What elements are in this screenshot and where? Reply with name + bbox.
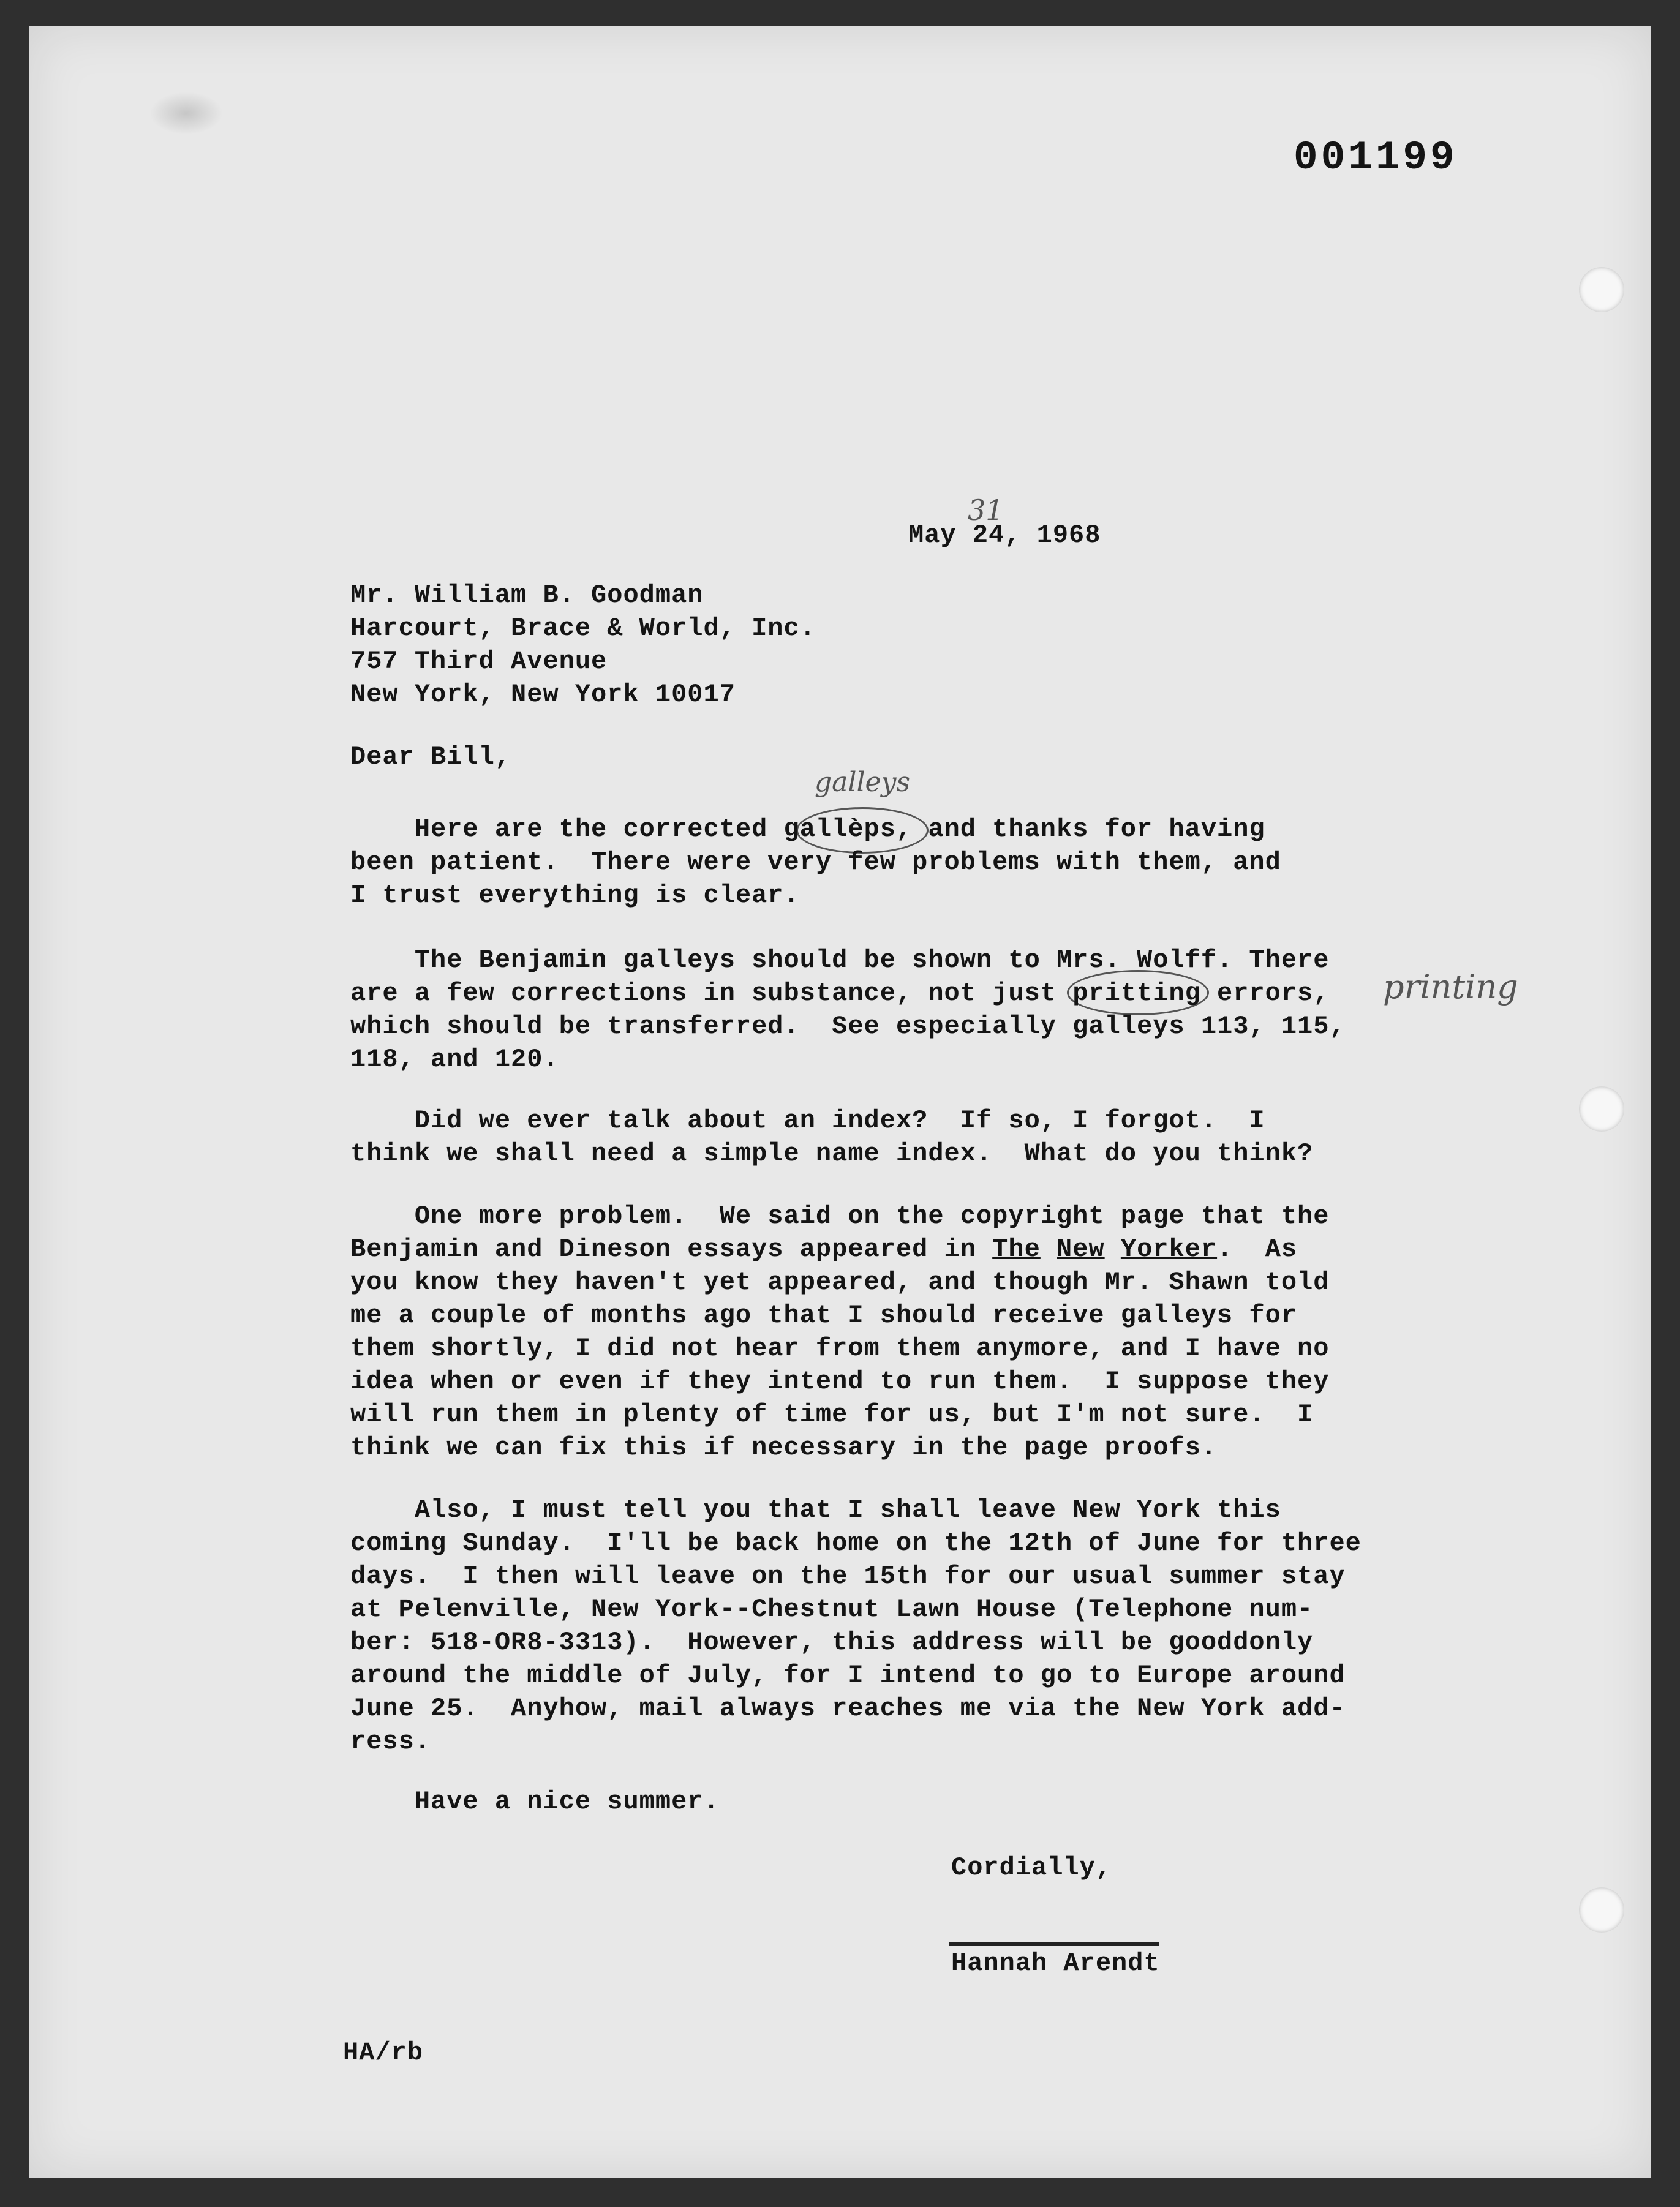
paragraph-line: think we shall need a simple name index. What do you think?: [350, 1139, 1314, 1168]
paragraph-line: The Benjamin galleys should be shown to Mrs. Wolff. There: [350, 946, 1330, 975]
letter-page: [29, 26, 1651, 2178]
punch-hole-bottom: [1579, 1887, 1624, 1933]
paragraph-line: days. I then will leave on the 15th for our usual summer stay: [350, 1562, 1346, 1591]
paragraph-line: June 25. Anyhow, mail always reaches me via the New York add-: [350, 1694, 1346, 1723]
paragraph-line: coming Sunday. I'll be back home on the 12th of June for three: [350, 1528, 1362, 1558]
punch-hole-middle: [1579, 1086, 1624, 1132]
paragraph-line: me a couple of months ago that I should receive galleys for: [350, 1301, 1298, 1330]
document-number: 001199: [1294, 135, 1458, 181]
paragraph-6: Have a nice summer.: [350, 1787, 720, 1816]
date-correction-note: 31: [968, 494, 1004, 527]
closing: Cordially,: [951, 1853, 1112, 1882]
paragraph-line: at Pelenville, New York--Chestnut Lawn House (Telephone num-: [350, 1595, 1314, 1624]
paragraph-line: I trust everything is clear.: [350, 881, 800, 910]
paragraph-line: you know they haven't yet appeared, and though Mr. Shawn told: [350, 1268, 1330, 1297]
recipient-line: Mr. William B. Goodman: [350, 581, 704, 610]
margin-note-printing: printing: [1383, 968, 1518, 1006]
recipient-line: 757 Third Avenue: [350, 647, 608, 676]
paragraph-line: Here are the corrected gallèps, and thanks for having: [350, 814, 1265, 844]
punch-hole-top: [1579, 267, 1624, 312]
margin-note-galleys: galleys: [815, 767, 911, 798]
smudge-mark: [149, 92, 223, 135]
paragraph-line: think we can fix this if necessary in the page proofs.: [350, 1433, 1218, 1462]
paragraph-line: One more problem. We said on the copyright page that the: [350, 1201, 1330, 1231]
signature-line: [949, 1942, 1159, 1946]
signature-name: Hannah Arendt: [951, 1949, 1160, 1978]
paragraph-line: been patient. There were very few problems with them, and: [350, 848, 1281, 877]
paragraph-line: are a few corrections in substance, not just pritting errors,: [350, 979, 1330, 1008]
paragraph-line: 118, and 120.: [350, 1045, 559, 1074]
paragraph-line: ber: 518-OR8-3313). However, this address will be gooddonly: [350, 1628, 1314, 1657]
paragraph-line: will run them in plenty of time for us, but I'm not sure. I: [350, 1400, 1314, 1429]
paragraph-line: Did we ever talk about an index? If so, I forgot. I: [350, 1106, 1265, 1135]
paragraph-line: idea when or even if they intend to run them. I suppose they: [350, 1367, 1330, 1396]
paragraph-line: around the middle of July, for I intend to go to Europe around: [350, 1661, 1346, 1690]
letter-date: May 24, 1968: [908, 521, 1101, 550]
recipient-line: New York, New York 10017: [350, 680, 736, 709]
paragraph-line: Also, I must tell you that I shall leave New York this: [350, 1495, 1281, 1525]
paragraph-line: them shortly, I did not hear from them anymore, and I have no: [350, 1334, 1330, 1363]
recipient-line: Harcourt, Brace & World, Inc.: [350, 614, 816, 643]
paragraph-line: Benjamin and Dineson essays appeared in The New Yorker. As: [350, 1235, 1298, 1264]
typist-initials: HA/rb: [343, 2038, 424, 2067]
salutation: Dear Bill,: [350, 742, 511, 772]
paragraph-line: which should be transferred. See especially galleys 113, 115,: [350, 1012, 1346, 1041]
paragraph-line: ress.: [350, 1727, 431, 1756]
